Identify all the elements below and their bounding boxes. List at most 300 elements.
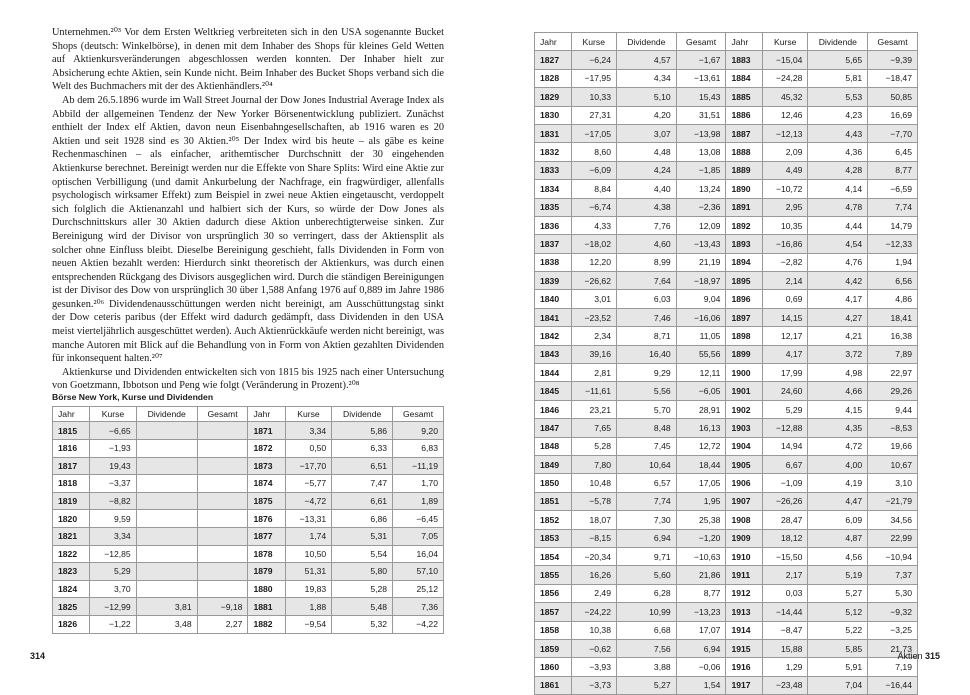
table-row [535,290,918,308]
value-cell: 34,56 [868,511,918,529]
value-cell: −12,33 [868,235,918,253]
value-cell: 1,70 [393,475,444,493]
value-cell: 8,48 [617,419,677,437]
value-cell: −4,22 [393,615,444,633]
value-cell: −23,52 [571,308,616,326]
value-cell: 5,28 [571,437,616,455]
year-cell: 1841 [535,308,572,326]
value-cell: 8,71 [617,327,677,345]
year-cell: 1899 [726,345,763,363]
value-cell: 7,47 [332,475,393,493]
value-cell: 12,20 [571,253,616,271]
value-cell: 10,67 [868,455,918,473]
table-header-row [535,33,918,51]
year-cell: 1826 [53,615,90,633]
value-cell [197,475,248,493]
value-cell: −0,06 [676,658,726,676]
value-cell: 10,38 [571,621,616,639]
column-header: Kurse [571,33,616,51]
table-row [535,345,918,363]
value-cell: 1,95 [676,492,726,510]
value-cell: −24,22 [571,603,616,621]
value-cell [136,457,197,475]
value-cell: 8,77 [868,161,918,179]
value-cell: −17,95 [571,69,616,87]
year-cell: 1824 [53,580,90,598]
value-cell: 7,80 [571,455,616,473]
value-cell: 10,99 [617,603,677,621]
value-cell: 4,87 [808,529,868,547]
value-cell: 22,97 [868,364,918,382]
year-cell: 1853 [535,529,572,547]
value-cell: 5,28 [332,580,393,598]
value-cell: 4,15 [808,400,868,418]
value-cell: −6,24 [571,51,616,69]
table-row [535,51,918,69]
value-cell: 8,77 [676,584,726,602]
value-cell: 7,30 [617,511,677,529]
year-cell: 1882 [248,615,285,633]
value-cell: 12,72 [676,437,726,455]
value-cell: 4,48 [617,143,677,161]
value-cell: 6,51 [332,457,393,475]
table-row [53,457,444,475]
value-cell: 6,67 [762,455,807,473]
stock-table-right [534,32,918,695]
table-row [535,198,918,216]
table-row [535,603,918,621]
value-cell: −15,04 [762,51,807,69]
value-cell: 10,48 [571,474,616,492]
table-row [535,143,918,161]
value-cell: −16,06 [676,308,726,326]
value-cell: −6,05 [676,382,726,400]
value-cell: −1,67 [676,51,726,69]
table-row [535,419,918,437]
value-cell: 4,86 [868,290,918,308]
table-row [535,124,918,142]
value-cell: −13,61 [676,69,726,87]
right-page [485,0,970,691]
value-cell: −10,72 [762,180,807,198]
value-cell: 9,29 [617,364,677,382]
year-cell: 1910 [726,547,763,565]
value-cell: 4,76 [808,253,868,271]
year-cell: 1878 [248,545,285,563]
year-cell: 1823 [53,563,90,581]
value-cell: 4,98 [808,364,868,382]
column-header: Jahr [535,33,572,51]
value-cell: −13,98 [676,124,726,142]
page-number-left: 314 [30,651,46,661]
table-row [535,327,918,345]
value-cell: 4,78 [808,198,868,216]
value-cell: 4,42 [808,272,868,290]
value-cell: 51,31 [285,563,331,581]
column-header: Kurse [90,407,136,422]
year-cell: 1917 [726,676,763,694]
value-cell: 28,91 [676,400,726,418]
year-cell: 1891 [726,198,763,216]
table-row [53,615,444,633]
value-cell: 1,74 [285,527,331,545]
value-cell: −13,23 [676,603,726,621]
table-row [535,658,918,676]
value-cell: −1,22 [90,615,136,633]
value-cell: −13,43 [676,235,726,253]
value-cell: 6,45 [868,143,918,161]
value-cell: −20,34 [571,547,616,565]
value-cell: 16,13 [676,419,726,437]
value-cell: 7,04 [808,676,868,694]
value-cell: 4,24 [617,161,677,179]
value-cell: 45,32 [762,88,807,106]
value-cell: 12,09 [676,216,726,234]
year-cell: 1842 [535,327,572,345]
year-cell: 1822 [53,545,90,563]
value-cell: −1,09 [762,474,807,492]
value-cell: −16,86 [762,235,807,253]
value-cell: 0,50 [285,439,331,457]
column-header: Jahr [248,407,285,422]
value-cell: −8,47 [762,621,807,639]
year-cell: 1844 [535,364,572,382]
value-cell [197,580,248,598]
value-cell: 1,89 [393,492,444,510]
value-cell: −5,77 [285,475,331,493]
value-cell: −1,85 [676,161,726,179]
value-cell: 5,91 [808,658,868,676]
value-cell: 3,10 [868,474,918,492]
column-header: Dividende [332,407,393,422]
year-cell: 1819 [53,492,90,510]
value-cell: 1,88 [285,598,331,616]
table-row [535,364,918,382]
value-cell: 5,29 [90,563,136,581]
value-cell: 5,53 [808,88,868,106]
year-cell: 1849 [535,455,572,473]
year-cell: 1916 [726,658,763,676]
table-row [535,437,918,455]
table-row [535,455,918,473]
year-cell: 1885 [726,88,763,106]
value-cell: −2,82 [762,253,807,271]
column-header: Kurse [285,407,331,422]
value-cell: 13,08 [676,143,726,161]
value-cell: −8,82 [90,492,136,510]
value-cell: −15,50 [762,547,807,565]
value-cell: −24,28 [762,69,807,87]
value-cell: 16,38 [868,327,918,345]
value-cell: 12,17 [762,327,807,345]
value-cell: 25,38 [676,511,726,529]
value-cell: 5,85 [808,639,868,657]
value-cell: −23,48 [762,676,807,694]
value-cell: −21,79 [868,492,918,510]
year-cell: 1854 [535,547,572,565]
year-cell: 1873 [248,457,285,475]
year-cell: 1818 [53,475,90,493]
year-cell: 1820 [53,510,90,528]
year-cell: 1815 [53,422,90,440]
year-cell: 1871 [248,422,285,440]
value-cell: −16,44 [868,676,918,694]
value-cell: 3,07 [617,124,677,142]
value-cell: 0,69 [762,290,807,308]
value-cell: 16,69 [868,106,918,124]
year-cell: 1889 [726,161,763,179]
value-cell: −1,20 [676,529,726,547]
year-cell: 1912 [726,584,763,602]
year-cell: 1847 [535,419,572,437]
value-cell: 5,22 [808,621,868,639]
value-cell: 4,66 [808,382,868,400]
year-cell: 1876 [248,510,285,528]
year-cell: 1839 [535,272,572,290]
year-cell: 1850 [535,474,572,492]
column-header: Gesamt [393,407,444,422]
value-cell: −9,39 [868,51,918,69]
value-cell: 4,00 [808,455,868,473]
year-cell: 1860 [535,658,572,676]
value-cell: 27,31 [571,106,616,124]
value-cell [136,545,197,563]
value-cell: −7,70 [868,124,918,142]
value-cell: 15,43 [676,88,726,106]
value-cell: 4,54 [808,235,868,253]
table-row [535,492,918,510]
year-cell: 1851 [535,492,572,510]
value-cell: −8,53 [868,419,918,437]
value-cell: 10,33 [571,88,616,106]
value-cell: 7,37 [868,566,918,584]
value-cell [197,457,248,475]
value-cell: 18,44 [676,455,726,473]
value-cell: 5,32 [332,615,393,633]
value-cell: 5,54 [332,545,393,563]
value-cell: −6,74 [571,198,616,216]
value-cell: −3,37 [90,475,136,493]
year-cell: 1875 [248,492,285,510]
value-cell: 10,35 [762,216,807,234]
value-cell: −6,09 [571,161,616,179]
value-cell [136,527,197,545]
year-cell: 1908 [726,511,763,529]
value-cell: −26,26 [762,492,807,510]
value-cell: 14,15 [762,308,807,326]
year-cell: 1829 [535,88,572,106]
value-cell: 3,34 [285,422,331,440]
value-cell: 7,46 [617,308,677,326]
year-cell: 1907 [726,492,763,510]
value-cell: −17,05 [571,124,616,142]
table-row [535,584,918,602]
value-cell: 17,99 [762,364,807,382]
value-cell: 12,11 [676,364,726,382]
value-cell: 4,40 [617,180,677,198]
value-cell: 6,33 [332,439,393,457]
value-cell: 5,12 [808,603,868,621]
value-cell: 14,79 [868,216,918,234]
column-header: Jahr [53,407,90,422]
value-cell: 9,71 [617,547,677,565]
year-cell: 1900 [726,364,763,382]
year-cell: 1831 [535,124,572,142]
value-cell: 2,14 [762,272,807,290]
value-cell: 7,64 [617,272,677,290]
table-row [535,161,918,179]
value-cell: 3,70 [90,580,136,598]
value-cell: 0,03 [762,584,807,602]
stock-table-left [52,406,444,634]
table-row [535,216,918,234]
value-cell: 6,03 [617,290,677,308]
value-cell: 12,46 [762,106,807,124]
value-cell: −12,99 [90,598,136,616]
table-row [53,422,444,440]
value-cell: −6,45 [393,510,444,528]
value-cell: 2,81 [571,364,616,382]
value-cell: −10,63 [676,547,726,565]
table-row [53,545,444,563]
value-cell: 7,89 [868,345,918,363]
value-cell: −18,02 [571,235,616,253]
value-cell: −6,65 [90,422,136,440]
value-cell: −18,97 [676,272,726,290]
year-cell: 1833 [535,161,572,179]
left-page [0,0,485,675]
value-cell: 39,16 [571,345,616,363]
value-cell: −26,62 [571,272,616,290]
table-caption: Börse New York, Kurse und Dividenden [52,392,214,402]
value-cell: 7,76 [617,216,677,234]
value-cell: 6,86 [332,510,393,528]
value-cell: 4,36 [808,143,868,161]
value-cell: 5,10 [617,88,677,106]
year-cell: 1837 [535,235,572,253]
value-cell: 19,66 [868,437,918,455]
value-cell [136,580,197,598]
year-cell: 1898 [726,327,763,345]
value-cell: −11,61 [571,382,616,400]
table-row [535,676,918,694]
value-cell: 14,94 [762,437,807,455]
year-cell: 1848 [535,437,572,455]
value-cell: 4,17 [808,290,868,308]
value-cell: 4,28 [808,161,868,179]
year-cell: 1857 [535,603,572,621]
value-cell: 3,34 [90,527,136,545]
value-cell: 5,56 [617,382,677,400]
year-cell: 1846 [535,400,572,418]
value-cell: 3,01 [571,290,616,308]
table-row [535,382,918,400]
column-header: Dividende [136,407,197,422]
value-cell [197,510,248,528]
value-cell: 1,54 [676,676,726,694]
table-row [535,639,918,657]
value-cell: 11,05 [676,327,726,345]
value-cell: −1,93 [90,439,136,457]
year-cell: 1859 [535,639,572,657]
value-cell: 7,36 [393,598,444,616]
value-cell: −12,85 [90,545,136,563]
column-header: Dividende [617,33,677,51]
value-cell: 4,47 [808,492,868,510]
value-cell: 16,26 [571,566,616,584]
value-cell: 4,57 [617,51,677,69]
value-cell: −9,32 [868,603,918,621]
value-cell: 5,19 [808,566,868,584]
value-cell: 6,57 [617,474,677,492]
table-row [53,580,444,598]
value-cell: −17,70 [285,457,331,475]
value-cell [197,422,248,440]
year-cell: 1893 [726,235,763,253]
value-cell: 6,94 [676,639,726,657]
value-cell: 2,17 [762,566,807,584]
value-cell: 5,27 [617,676,677,694]
value-cell: 4,19 [808,474,868,492]
value-cell: 2,09 [762,143,807,161]
value-cell: −12,13 [762,124,807,142]
table-row [535,400,918,418]
column-header: Gesamt [676,33,726,51]
value-cell: 23,21 [571,400,616,418]
table-row [53,510,444,528]
value-cell: 31,51 [676,106,726,124]
year-cell: 1821 [53,527,90,545]
value-cell: 6,68 [617,621,677,639]
value-cell: 8,84 [571,180,616,198]
value-cell: 7,74 [868,198,918,216]
year-cell: 1884 [726,69,763,87]
value-cell: 19,83 [285,580,331,598]
value-cell: 7,74 [617,492,677,510]
body-text [52,26,444,393]
table-row [53,563,444,581]
year-cell: 1881 [248,598,285,616]
paragraph-2: Ab dem 26.5.1896 wurde im Wall Street Journal der Dow Jones Industrial Average Index als Abbild der allgemeinen Tendenz der New Yorker Börsenentwicklung publiziert. Zunächst enthielt der Index elf Aktien, davon neun Eisenbahngesellschaften, ab 1916 waren es 20 Aktien und seit 1928 sind es 30 Aktien.²⁰⁵ Der Index wird bis heute – als gäbe es keine Rechenmaschinen – als einfacher, arithemtischer Durchschnitt der 30 eingehenden Aktienkurse berechnet. Bereinigt werden nur die Effekte von Share Splits: Wird eine Aktie zur optischen Verbilligung (und damit Ankurbelung der Nachfrage, ein fragwürdiger, allenfalls psychologisch wirksamer Effekt) zum Beispiel in zwei neue Aktien eingetauscht, verdoppelt sich folglich die Aktienanzahl und halbiert sich der Kurs, so würde der Dow Jones als Durchschnittskurs aller 30 Aktien dadurch diese Aktion unberechtigterweise sinken. Zur Bereinigung wird der Divisor von ursprünglich 30 so verringert, dass der Aktiensplit als solcher ohne Einfluss bleibt. Dieselbe Bereinigung geschieht, falls Dividenden in Form von neuen Aktien bezahlt werden: Hierdurch sinkt theoretisch der Aktienkurs, was durch einen entsprechenden Rückgang des Divisors ausgeglichen wird. Durch die ständigen Bereinigungen ist der Divisor des Dow von ursprünglich 30 über 1,588 Anfang 1976 auf 0,889 im Jahre 1986 gesunken.²⁰⁶ Dividendenausschüttungen werden nicht bereinigt, am Ausschüttungstag sinkt der Dow ceteris paribus (der Effekt wird dadurch gedämpft, dass Dividenden in den USA meist vierteljährlich ausgeschüttet werden). Auch Aktienrückkäufe werden nicht bereinigt, was manche Autoren mit Blick auf die Behandlung von in Form von Aktien gezahlten Dividenden für inkonsequent halten.²⁰⁷ [52,94,444,365]
year-cell: 1888 [726,143,763,161]
value-cell: 55,56 [676,345,726,363]
table-row [535,621,918,639]
value-cell: −11,19 [393,457,444,475]
value-cell [136,439,197,457]
year-cell: 1896 [726,290,763,308]
value-cell: 5,86 [332,422,393,440]
table-row [53,492,444,510]
value-cell: 17,07 [676,621,726,639]
value-cell: 5,30 [868,584,918,602]
value-cell: 22,99 [868,529,918,547]
value-cell: −4,72 [285,492,331,510]
year-cell: 1843 [535,345,572,363]
year-cell: 1827 [535,51,572,69]
value-cell: 24,60 [762,382,807,400]
year-cell: 1872 [248,439,285,457]
value-cell: −5,78 [571,492,616,510]
table-header-row [53,407,444,422]
value-cell: 4,34 [617,69,677,87]
value-cell: 15,88 [762,639,807,657]
value-cell: 4,72 [808,437,868,455]
year-cell: 1880 [248,580,285,598]
value-cell: −6,59 [868,180,918,198]
value-cell: 4,43 [808,124,868,142]
value-cell: 6,94 [617,529,677,547]
value-cell [197,439,248,457]
